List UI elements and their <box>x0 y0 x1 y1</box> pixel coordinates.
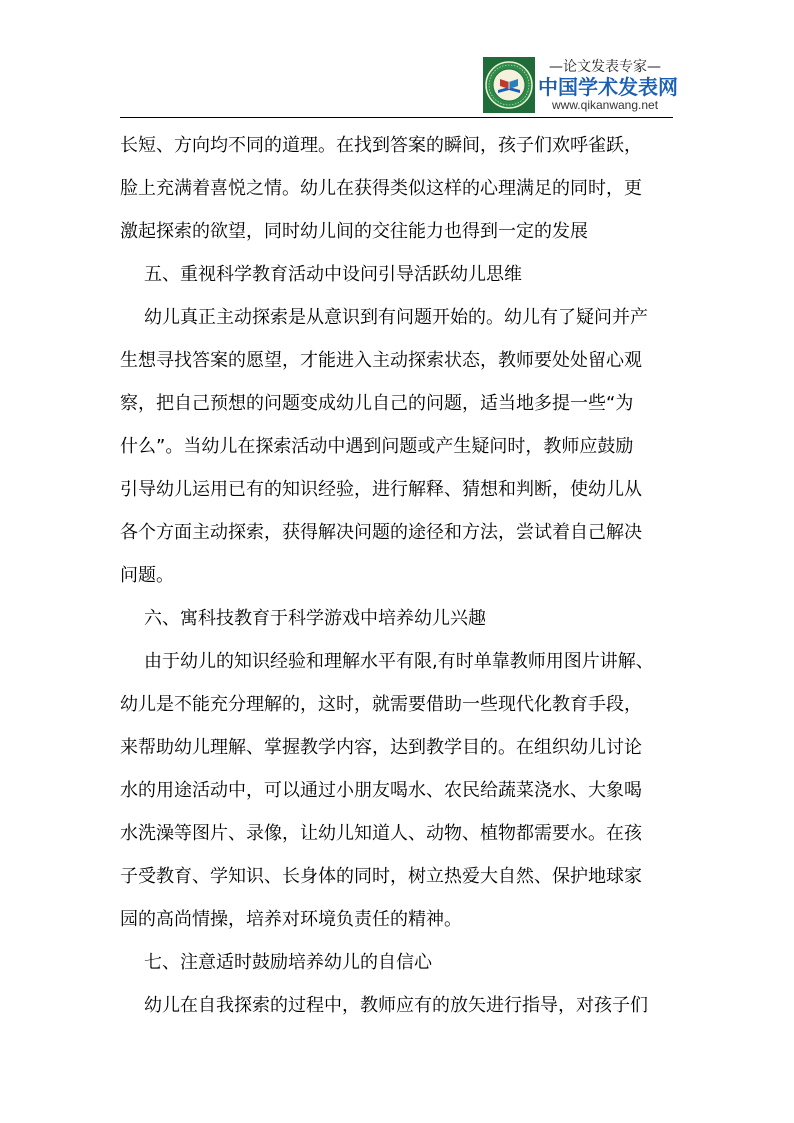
text-line: 来帮助幼儿理解、掌握教学内容，达到教学目的。在组织幼儿讨论 <box>120 737 642 758</box>
logo-url: www.qikanwang.net <box>551 98 659 112</box>
text-line: 生想寻找答案的愿望，才能进入主动探索状态，教师要处处留心观 <box>120 350 642 371</box>
text-line: 引导幼儿运用已有的知识经验，进行解释、猜想和判断，使幼儿从 <box>120 479 642 500</box>
header-divider <box>120 117 673 118</box>
text-line: 激起探索的欲望，同时幼儿间的交往能力也得到一定的发展 <box>120 221 588 242</box>
seal-logo-icon <box>483 57 535 113</box>
site-logo <box>480 56 678 116</box>
section-heading: 五、重视科学教育活动中设问引导活跃幼儿思维 <box>144 264 522 285</box>
text-line: 水洗澡等图片、录像，让幼儿知道人、动物、植物都需要水。在孩 <box>120 823 642 844</box>
section-heading: 六、寓科技教育于科学游戏中培养幼儿兴趣 <box>144 608 486 629</box>
paragraph-first-line: 幼儿真正主动探索是从意识到有问题开始的。幼儿有了疑问并产 <box>144 307 648 328</box>
logo-tagline: —论文发表专家— <box>549 59 661 75</box>
text-line: 园的高尚情操，培养对环境负责任的精神。 <box>120 909 462 930</box>
logo-wordmark <box>538 56 678 116</box>
text-line: 问题。 <box>120 565 174 586</box>
text-line: 幼儿是不能充分理解的，这时，就需要借助一些现代化教育手段， <box>120 694 642 715</box>
text-line: 各个方面主动探索，获得解决问题的途径和方法，尝试着自己解决 <box>120 522 642 543</box>
text-line: 察，把自己预想的问题变成幼儿自己的问题，适当地多提一些“为 <box>120 393 634 414</box>
paragraph-first-line: 幼儿在自我探索的过程中，教师应有的放矢进行指导，对孩子们 <box>144 995 648 1016</box>
text-line: 子受教育、学知识、长身体的同时，树立热爱大自然、保护地球家 <box>120 866 642 887</box>
section-heading: 七、注意适时鼓励培养幼儿的自信心 <box>144 952 432 973</box>
text-line: 什么”。当幼儿在探索活动中遇到问题或产生疑问时，教师应鼓励 <box>120 436 634 457</box>
logo-brand-name: 中国学术发表网 <box>538 75 678 99</box>
text-line: 脸上充满着喜悦之情。幼儿在获得类似这样的心理满足的同时，更 <box>120 178 642 199</box>
text-line: 水的用途活动中，可以通过小朋友喝水、农民给蔬菜浇水、大象喝 <box>120 780 642 801</box>
text-line: 长短、方向均不同的道理。在找到答案的瞬间，孩子们欢呼雀跃， <box>120 135 642 156</box>
document-body <box>120 128 680 1023</box>
paragraph-first-line: 由于幼儿的知识经验和理解水平有限,有时单靠教师用图片讲解、 <box>144 651 654 672</box>
